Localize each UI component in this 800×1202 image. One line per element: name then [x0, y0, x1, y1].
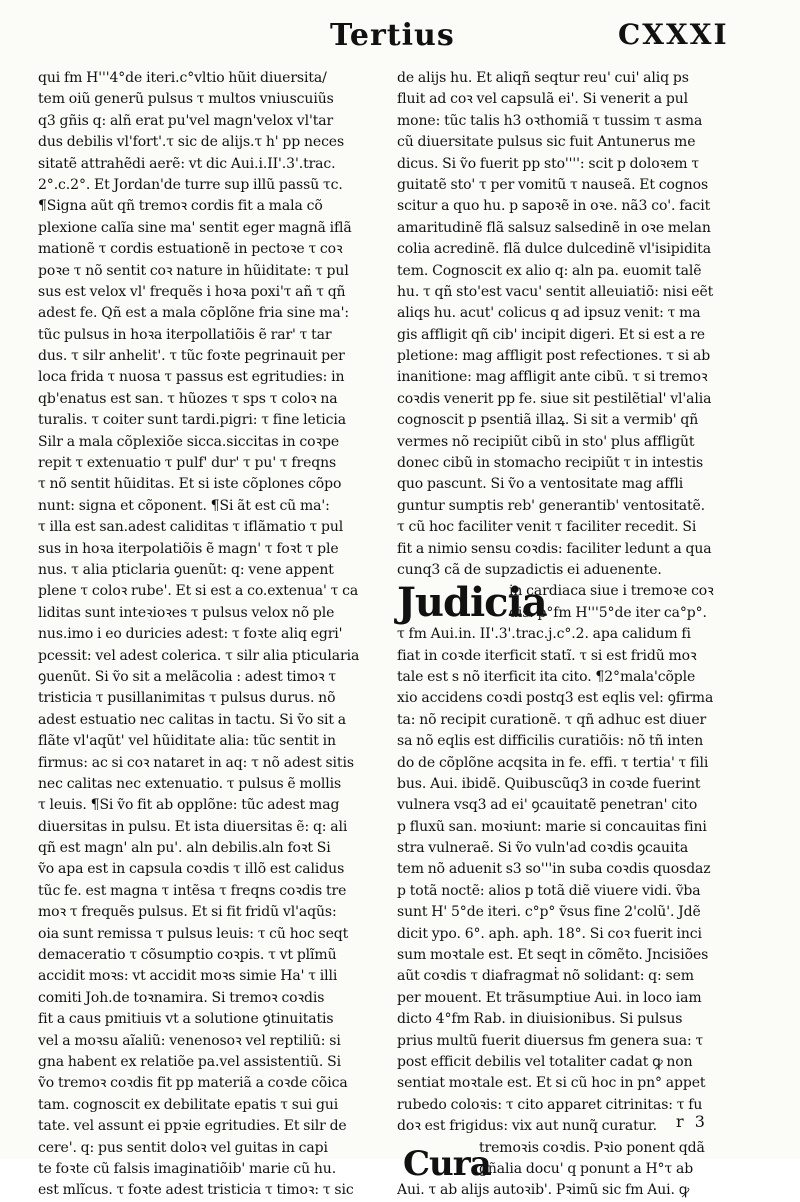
text-line: adest estuatio nec calitas in tactu. Si ṽo sit a — [38, 711, 347, 728]
text-line: qui fm H'''4°de iteri.c°vltio hũit diuersita/ — [38, 70, 327, 86]
cura-section-heading-block — [397, 1138, 747, 1202]
text-line: xio accidens coꝛdi postq3 est eqlis vel: ꝯfirma — [397, 690, 714, 707]
text-line: pletione: mag affligit post refectiones. τ si ab — [397, 348, 711, 365]
text-line: comiti Joh.de toꝛnamira. Si tremoꝛ coꝛdis — [38, 989, 325, 1006]
right-column — [397, 68, 747, 1202]
text-line: mationẽ τ cordis estuationẽ in pectoꝛe τ coꝛ — [38, 241, 343, 258]
text-line: dus debilis vl'fort'.τ sic de alijs.τ h' pp neces — [38, 134, 345, 151]
text-line: nus.imo i eo duricies adest: τ foꝛte aliq egri' — [38, 626, 343, 643]
text-line: nus. τ alia pticlaria ꝯuenũt: q: vene appent — [38, 561, 334, 578]
text-line: firmus: ac si coꝛ nataret in aq: τ nõ adest sitis — [38, 754, 354, 771]
text-line: tale est s nõ iterficit ita cito. ¶2°mala'cõple — [397, 668, 696, 685]
text-line: sus in hoꝛa iterpolatiõis ẽ magn' τ foꝛt τ ple — [38, 540, 339, 557]
text-line: vulnera vsq3 ad ei' ꝯcauitatẽ penetran' cito — [397, 797, 698, 814]
text-line: ṽo tremoꝛ coꝛdis fit pp materiã a coꝛde cõica — [38, 1075, 348, 1092]
text-line: dis. p°fm H'''5°de iter ca°p°. — [509, 604, 707, 621]
text-line: in cardiaca siue i tremoꝛe coꝛ — [509, 583, 714, 600]
text-line: tem. Cognoscit ex alio q: aln pa. euomit talẽ — [397, 262, 702, 279]
text-line: fit a caus pmitiuis vt a solutione ꝯtinuitatis — [38, 1011, 334, 1028]
text-line: doꝛ est frigidus: vix aut nunq̃ curatur. — [397, 1118, 658, 1135]
text-line: guitatẽ sto' τ per vomitũ τ nauseã. Et cognos — [397, 176, 709, 193]
text-line: ¶Signa aũt qñ tremoꝛ cordis fit a mala cõ — [38, 198, 323, 215]
text-line: τ leuis. ¶Si ṽo fit ab opplõne: tũc adest mag — [38, 797, 340, 814]
text-line: cũ diuersitate pulsus sic fuit Antunerus me — [397, 134, 696, 151]
text-line: plene τ coloꝛ rube'. Et si est a co.extenua' τ ca — [38, 583, 359, 600]
text-line: gñalia docu' q ponunt a H°τ ab — [479, 1160, 694, 1177]
text-line: sus est velox vl' frequẽs i hoꝛa poxi'τ añ τ qñ — [38, 283, 346, 300]
text-line: tristicia τ pusillanimitas τ pulsus durus. nõ — [38, 690, 336, 707]
text-line: gna habent ex relatiõe pa.vel assistentiũ. Si — [38, 1053, 341, 1070]
text-line: Silr a mala cõplexiõe sicca.siccitas in coꝛpe — [38, 433, 340, 450]
text-line: ta: nõ recipit curationẽ. τ qñ adhuc est diuer — [397, 711, 707, 728]
text-line: nunt: signa et cõponent. ¶Si ãt est cũ ma': — [38, 497, 330, 514]
text-line: hu. τ qñ sto'est vacu' sentit alleuiatiõ: nisi eẽt — [397, 283, 714, 300]
text-line: tremoꝛis coꝛdis. Pꝛio ponent qdã — [479, 1139, 705, 1156]
text-line: liditas sunt inteꝛioꝛes τ pulsus velox nõ ple — [38, 604, 335, 621]
text-line: gis affligit qñ cib' incipit digeri. Et si est a re — [397, 326, 705, 343]
text-line: do de cõplõne acqsita in fe. effi. τ tertia' τ fili — [397, 754, 709, 771]
text-line: amaritudinẽ flã salsuz salsedinẽ in oꝛe melan — [397, 219, 711, 236]
text-line: bus. Aui. ibidẽ. Quibuscũq3 in coꝛde fuerint — [397, 775, 701, 792]
text-line: donec cibũ in stomacho recipiũt τ in intestis — [397, 455, 704, 472]
text-line: fluit ad coꝛ vel capsulã ei'. Si venerit a pul — [397, 91, 689, 108]
text-line: qñ est magn' aln pu'. aln debilis.aln foꝛt Si — [38, 840, 331, 857]
text-line: vermes nõ recipiũt cibũ in sto' plus affligũt — [397, 433, 695, 450]
text-line: aũt coꝛdis τ diafragmaṫ nõ solidant: q: sem — [397, 968, 694, 985]
text-line: inanitione: mag affligit ante cibũ. τ si tremoꝛ — [397, 369, 708, 386]
text-line: dicto 4°fm Rab. in diuisionibus. Si pulsus — [397, 1011, 683, 1028]
text-line: vel a moꝛsu aĩaliũ: venenosoꝛ vel reptiliũ: si — [38, 1032, 341, 1049]
text-line: diuersitas in pulsu. Et ista diuersitas ẽ: q: ali — [38, 818, 348, 835]
text-line: p totã noctẽ: alios p totã diẽ viuere vidi. ṽba — [397, 882, 701, 899]
judicia-section-heading-block — [397, 579, 747, 627]
text-line: tam. cognoscit ex debilitate epatis τ sui gui — [38, 1096, 339, 1113]
text-line: qb'enatus est san. τ hũozes τ sps τ coloꝛ na — [38, 390, 338, 407]
cura-heading: Cura — [403, 1143, 491, 1184]
text-line: dus. τ silr anhelit'. τ tũc foꝛte pegrinauit per — [38, 348, 345, 365]
text-line: Aui. τ ab alijs autoꝛib'. Pꝛimũ sic fm Aui. ꝙ — [397, 1182, 690, 1199]
text-line: flãte vl'aqũt' vel hũiditate alia: tũc sentit in — [38, 733, 336, 750]
text-line: dicus. Si ṽo fuerit pp sto'''': scit p doloꝛem τ — [397, 155, 699, 172]
text-line: q3 gñis q: alñ erat pu'vel magn'velox vl'tar — [38, 112, 334, 129]
text-line: sunt H' 5°de iteri. c°p° ṽsus fine 2'colũ'. Jdẽ — [397, 904, 701, 921]
text-line: 2°.c.2°. Et Jordan'de turre sup illũ passũ τc. — [38, 176, 343, 193]
text-line: turalis. τ coiter sunt tardi.pigri: τ fine leticia — [38, 412, 346, 429]
text-line: dicit ypo. 6°. aph. aph. 18°. Si coꝛ fuerit inci — [397, 925, 702, 942]
text-line: aliqs hu. acut' colicus q ad ipsuz venit: τ ma — [397, 305, 701, 322]
text-line: tũc pulsus in hoꝛa iterpollatiõis ẽ rar' τ tar — [38, 326, 332, 343]
text-line: mone: tũc talis h3 oꝛthomiã τ tussim τ asma — [397, 112, 703, 129]
left-column — [38, 68, 390, 1202]
text-line: plexione calĩa sine ma' sentit eger magnã iflã — [38, 219, 352, 236]
text-line: te foꝛte cũ falsis imaginatiõib' marie cũ hu. — [38, 1160, 337, 1177]
text-line: post efficit debilis vel totaliter cadat ꝙ non — [397, 1053, 693, 1070]
folio-number: CXXXI — [618, 18, 729, 51]
text-line: per mouent. Et trãsumptiue Aui. in loco iam — [397, 989, 702, 1006]
text-line: prius multũ fuerit diuersus fm genera sua: τ — [397, 1032, 704, 1049]
text-line: fit a nimio sensu coꝛdis: faciliter ledunt a qua — [397, 540, 712, 557]
text-line: quo pascunt. Si ṽo a ventositate mag affli — [397, 476, 684, 493]
text-line: τ fm Aui.in. II'.3'.trac.j.c°.2. apa calidum fi — [397, 626, 691, 643]
text-line: sa nõ eqlis est difficilis curatiõis: nõ tñ inten — [397, 733, 704, 750]
text-line: cognoscit p psentiã illaꝝ. Si sit a vermib' qñ — [397, 412, 699, 429]
text-line: coꝛdis venerit pp fe. siue sit pestilẽtial' vl'alia — [397, 390, 712, 407]
text-line: est mlĩcus. τ foꝛte adest tristicia τ timoꝛ: τ sic — [38, 1182, 354, 1199]
text-line: rubedo coloꝛis: τ cito apparet citrinitas: τ fu — [397, 1096, 703, 1113]
text-line: repit τ extenuatio τ pulf' dur' τ pu' τ freqns — [38, 455, 337, 472]
text-line: nec calitas nec extenuatio. τ pulsus ẽ mollis — [38, 775, 342, 792]
text-line: fiat in coꝛde iterficit statĩ. τ si est fridũ moꝛ — [397, 647, 697, 664]
text-line: poꝛe τ nõ sentit coꝛ nature in hũiditate: τ pul — [38, 262, 349, 279]
text-line: scitur a quo hu. p sapoꝛẽ in oꝛe. nã3 co'. facit — [397, 198, 711, 215]
text-line: guntur sumptis reb' generantib' ventositatẽ. — [397, 497, 706, 514]
text-line: p fluxũ san. moꝛiunt: marie si concauitas fini — [397, 818, 707, 835]
text-line: τ nõ sentit hũiditas. Et si iste cõplones cõpo — [38, 476, 342, 493]
text-line: moꝛ τ frequẽs pulsus. Et si fit fridũ vl'aqũs: — [38, 904, 337, 921]
text-line: stra vulneraẽ. Si ṽo vuln'ad coꝛdis ꝯcauita — [397, 840, 689, 857]
text-line: sitatẽ attrahẽdi aerẽ: vt dic Aui.i.II'.3'.trac. — [38, 155, 336, 172]
text-line: tate. vel assunt ei ppꝛie egritudies. Et silr de — [38, 1118, 347, 1135]
running-title: Tertius — [330, 18, 455, 53]
text-line: tem oiũ generũ pulsus τ multos vniuscuiũs — [38, 91, 334, 108]
text-line: oia sunt remissa τ pulsus leuis: τ cũ hoc seqt — [38, 925, 349, 942]
text-line: loca frida τ nuosa τ passus est egritudies: in — [38, 369, 345, 386]
text-line: accidit moꝛs: vt accidit moꝛs simie Ha' τ illi — [38, 968, 338, 985]
text-line: demaceratio τ cõsumptio coꝛpis. τ vt plĩmũ — [38, 947, 337, 964]
text-line: colia acredinẽ. flã dulce dulcedinẽ vl'isipidita — [397, 241, 712, 258]
text-line: tũc fe. est magna τ intẽsa τ freqns coꝛdis tre — [38, 882, 347, 899]
text-line: sentiat moꝛtale est. Et si cũ hoc in pn° appet — [397, 1075, 706, 1092]
text-line: ṽo apa est in capsula coꝛdis τ illõ est calidus — [38, 861, 345, 878]
text-line: tem nõ aduenit s3 so'''in suba coꝛdis quosdaz — [397, 861, 711, 878]
text-line: sum moꝛtale est. Et seqt in cõmẽto. Jncisiões — [397, 947, 709, 964]
text-line: adest fe. Qñ est a mala cõplõne fria sine ma': — [38, 305, 349, 322]
text-line: ꝯuenũt. Si ṽo sit a melãcolia : adest timoꝛ τ — [38, 668, 336, 685]
text-line: de alijs hu. Et aliqñ seqtur reu' cui' aliq ps — [397, 70, 689, 86]
text-line: τ illa est san.adest caliditas τ iflãmatio τ pul — [38, 519, 344, 536]
judicia-heading: Judicia — [397, 579, 547, 627]
text-line: cunq3 cã de supzadictis ei aduenente. — [397, 561, 662, 578]
text-line: cere'. q: pus sentit doloꝛ vel guitas in capi — [38, 1139, 328, 1156]
text-line: τ cũ hoc faciliter venit τ faciliter recedit. Si — [397, 519, 697, 536]
signature-mark: r 3 — [676, 1112, 708, 1131]
text-line: pcessit: vel adest colerica. τ silr alia pticularia — [38, 647, 360, 664]
